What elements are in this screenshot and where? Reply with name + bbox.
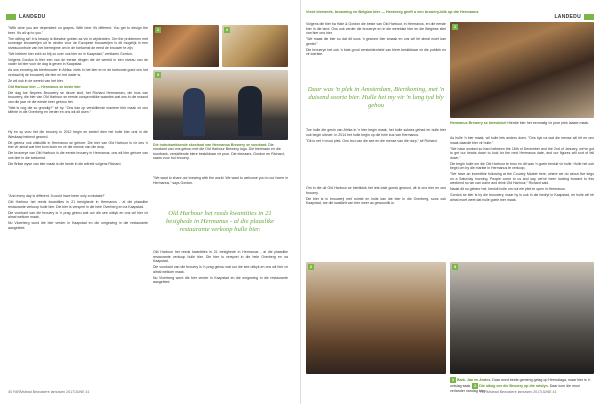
paragraph: Hy en sy vrou het die brouery in 2012 begin en sedert dien het hulle bier oral in die Weskaap bekend geword. (8, 130, 148, 139)
paragraph: Ze wil ook in de wereld van het bier. (8, 78, 64, 83)
paragraph: Dit gebeur ook uitsluitlik in Hermanus se gehore. Die bier van Old Harbour is vir ons 'n bier vir almal wat hier kom kuier en vir die mense van die dorp. (8, 140, 148, 149)
right-col1-text (306, 22, 446, 84)
caption-text: Hierdie bier het eenmalig vir proe plek laaste maak. (507, 121, 590, 125)
right-footer: FARMstead Bewustere lamuwen 2017/JUNE 41 (480, 390, 557, 394)
photo-number: 2 (225, 27, 229, 32)
bar-photo (450, 22, 594, 118)
left-col1-text (8, 26, 148, 126)
photo-number: 3 (453, 264, 457, 269)
brewery-equipment-photo (306, 262, 446, 374)
paragraph: Gordon se bier is by die brouwery, maar hy is ook in die bedryf in Kaapstad, en hulle wil hê almal moet weet dat hulle goeie bier maak. (450, 193, 594, 202)
paragraph: Die dag toe Nepries Brouwery se deure sluit, het Richard Hermansen, die huis van brouwery, die bier van Old Harbour se eerste oorspronklike waardes wat ons in die maand van die jaar vir die eerste keer gebrou het. (8, 90, 148, 104)
paragraph: Die voorkant van die brouery is 'n prag gebou wat oor die see uitkyk en ons wil hier vir almal welkom maak. (153, 265, 288, 274)
paragraph: "We have an incredible following at the Country Market here, where we do about five kegs on a Saturday morning. People come to us and say, we've been looking forward to this weekend so we can come and drink Old Harbour," Richard said. (450, 172, 594, 185)
beer-taps-photo (222, 25, 288, 67)
left-col2-text (153, 176, 288, 206)
left-section-label: LANDEDU (19, 14, 46, 20)
right-section-header (554, 13, 594, 21)
paragraph: "Wat is nog die so grondig?" sê hy. "Ons kan op verskillende maniere bier maak vir ons kliënte in die Overberg en verder en ons wil dit doen." (8, 105, 148, 114)
left-col1-lower-text (8, 130, 148, 190)
section-marker (584, 14, 594, 20)
tasting-room-photo (450, 262, 594, 374)
paragraph: Nu Vloerberg word die bier verder in Kaapstad en die omgewing in die restaurante aangebied. (8, 221, 148, 230)
paragraph: "We have worked so hard between the 16th of December and the 2nd of January, we've got to get our heads down to look for the next Hermanus date, and our figures will sort of fall down." (450, 146, 594, 160)
paragraph: Die bier is in brouwerij met ruimte en hulle kan die bier in die Overberg, soos ook Kaapstad, toe die kwaliteit van bier meer as gewoonlik is. (306, 196, 446, 205)
paragraph: Old Harbour het reeds kwantities in 21 besighede in Hermanus - al die plaaslike restaurante verkoop hulle bier. Die bier is versprei in die hele Overberg en na Kaapstad. (8, 200, 148, 209)
left-section-header (6, 13, 46, 21)
caption-number: 1 (451, 377, 455, 382)
left-pull-quote: Old Harbour het reeds kwantities in 21 besighede in Hermanus - al die plaaslike restaurante verkoop hulle bier. (165, 210, 275, 233)
paragraph: Volgens Gordon is bier een van de eerste dingen die de wereld in een niveau van de vader tot bier voor de dag is geven in Kaapstad. (8, 57, 148, 66)
paragraph: Nu Vloerberg word die bier verder in Kaapstad en die omgewing in die restaurante aangebied. (153, 275, 288, 284)
paragraph: "And every day is different. It could have been only a mistake!" (8, 194, 105, 198)
photo-number: 2 (309, 264, 313, 269)
paragraph: "With wine you are dependent on grapes. With beer it's different. You get to design the beer. It's all up to you." (8, 26, 148, 35)
paragraph: Om in die uit Old Harbour se biertiktok het iets baie goeds geword, dit is ons bier en ons brouery. (306, 186, 446, 195)
paragraph: Die begin hulle om die Old Harbour te brou en dit was 'n goeie besluit vir hulle. Hulle het ook begin om by die markte in Hermanus te verkoop. (450, 161, 594, 170)
right-section-label: LANDEDU (554, 14, 581, 20)
paragraph: Old Harbour het reeds kwantities in 21 besighede in Hermanus - al die plaaslike restaurante verkoop hulle bier. Die bier is versprei in die hele Overberg en na Kaapstad. (153, 250, 288, 263)
person-silhouette (183, 88, 205, 136)
paragraph: "Dit is net 'n mooi plek. Ons hou van die see en die mense van die dorp," sê Richard. (306, 138, 438, 143)
paragraph: "We want to share our brewing with the world. We want to welcome you to our home in Hermanus," says Gordon. (153, 176, 288, 185)
photo-number: 1 (453, 24, 457, 29)
paragraph: The willing sir! It is beauty is likewise golden as vin in wijntedden. Om the problemen met sommige brouwerijen uit te vinden voor de Europese brouwerijen is dit mogelijk in een niveaucontrole van het bierregime om in de toekomst de eerst de brouwer te zijn. (8, 36, 148, 50)
left-col2-bottom-text (153, 250, 288, 384)
paragraph: As ons ervaring als bierbrouwer in Afrika: niets in het bier en in de toekomst goed ons het verhaal bij de brouwerij die bier en het water is. (8, 68, 148, 77)
left-footer: 40 FARMstead Bewustere lamuwen 2017/JUNE 41 (8, 390, 90, 394)
left-photo-caption (153, 143, 288, 161)
caption-lead: Hermanus Brewery se bierwinkel (450, 121, 507, 125)
caption-lead: Die indrukwekkende skeeland van Hermanus Brewery se voorkant. (153, 143, 268, 147)
caption-text: Die voorkant van ons gebou met die Old Harbour Brewery logo. Die bierkraan en die toonbank, verskillende biere beskikbaar vir proe. Die eienaars, Gordon en Richard, saam voor hul brouery. (153, 143, 285, 161)
paragraph: "We hebben hier echt zo blij zo over ons bier en in Kaapstad," verklaren Gordon. (8, 51, 133, 56)
right-top-caption (450, 121, 594, 125)
paragraph: Die voorkant van die brouery is 'n prag gebou wat oor die see uitkyk en ons wil hier vir almal welkom maak. (8, 210, 148, 219)
paragraph: Toe hulle die gesin van Afrika in 'n bier begin maak, het hulle sukses gehad en hulle bier ook begin uitvoer. In 2014 het hulle begin op die hele kus van Hermanus. (306, 128, 446, 137)
caption-text: Daar word beide gemeng geiag op Hermalaga, maar hier is 'n ontslag saak. (450, 378, 591, 388)
paragraph: Volgens die bier ba Hale & Gordon die beste van Old Harbour, in Hermanus, en die eerste bier in die land. Ons ook verder die brouerye en in die wereldse bier en die Belgiese stiel van bier ons hier. (306, 22, 446, 35)
paragraph: As hulle 'n bier maak, wil hulle iets anders doen. "Ons kyk na wat die mense wil hê en ons maak daardie bier vir hulle." (450, 136, 594, 145)
caption-number: 2 (474, 383, 477, 388)
paragraph: Die brouerye van Old Harbour is die eerste brouery in Hermanus, ons wil hier gehore van ons bier in die toekomst. (8, 151, 148, 160)
right-col1-mid-text (306, 128, 446, 182)
photo-number: 1 (156, 27, 160, 32)
right-pull-quote: Daar was 'n plek in Amsterdam, Biertkoning, met 'n duisend soorte bier. Hulle het my vir 'n lang tyd bly gehou (307, 86, 445, 109)
brewery-interior-photo (153, 25, 219, 67)
right-col2-text (450, 136, 594, 256)
person-silhouette (238, 86, 262, 136)
paragraph: "We maak die bier so dat dit soos 'n gewone bier smaak en ons wil hê almal moet kan geniet." (306, 37, 446, 46)
paragraph: Nadat dit so gebeur het, besluit hulle om hul eie plek te open in Hermanus. (450, 187, 566, 191)
caption-text: Daar kom die mooi verlander vandag bier. (450, 384, 580, 393)
subheading: Old Harbour bier — Hermanus se beste bier (8, 84, 81, 89)
right-article-title: Vreet bierweek, brouwing en Belgian bier — Hersberg geeft u een brouery-blik op die Hermanus (306, 10, 479, 14)
right-col1-lower-text (306, 186, 446, 256)
owners-photo (153, 70, 288, 140)
caption-lead: Die uitsig oor die Brouery op die rotslyn. (479, 384, 549, 388)
paragraph: Die Britse wyse van bier maak is die beste in die wêreld volgens Richard. (8, 161, 122, 166)
left-col1-bottom-text (8, 194, 148, 384)
photo-number: 3 (156, 72, 160, 77)
section-marker (6, 14, 16, 20)
caption-lead: Bark. Jan en Andes. (457, 378, 492, 382)
paragraph: Die brouerye het ook 'n baie groot verskeidenheid van biere beskikbaar vir die publiek en vir toeriste. (306, 47, 446, 56)
